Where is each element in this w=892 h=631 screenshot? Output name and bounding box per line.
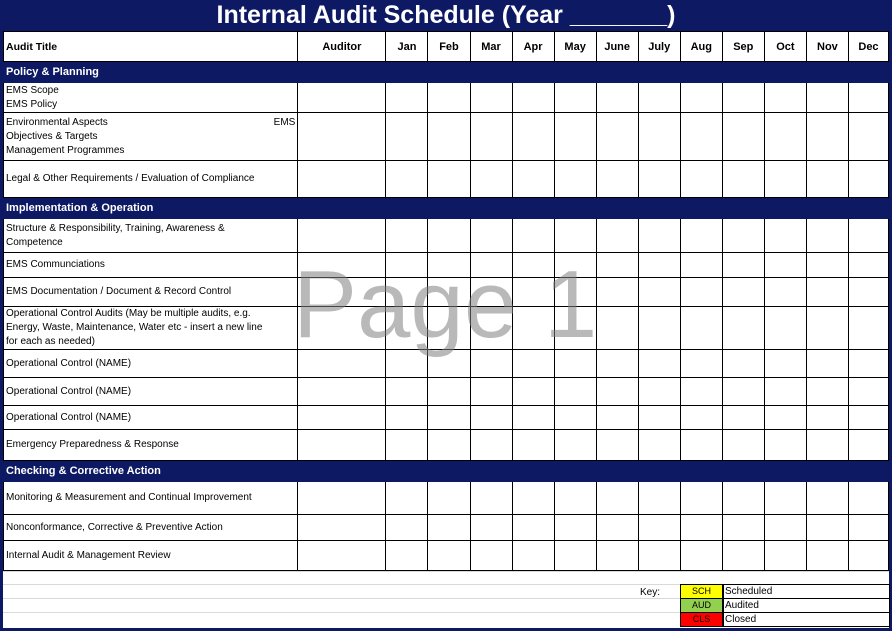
month-cell-mar[interactable] [470,515,512,541]
month-cell-dec[interactable] [848,253,888,278]
header-month-may: May [554,32,596,62]
month-cell-mar[interactable] [470,482,512,515]
table-row [4,430,889,461]
audit-schedule-table [3,31,889,571]
auditor-cell[interactable] [298,350,386,378]
audit-title-cell[interactable] [4,113,298,161]
header-month-apr: Apr [512,32,554,62]
table-row [4,219,889,253]
audit-title-cell[interactable] [4,83,298,113]
audit-title-text [6,491,295,505]
audit-title-line: Operational Control Audits (May be multiple audits, e.g. [6,308,251,319]
month-cell-jan[interactable] [386,253,428,278]
month-cell-nov[interactable] [806,161,848,198]
month-cell-july[interactable] [638,278,680,307]
month-cell-feb[interactable] [428,278,470,307]
month-cell-dec[interactable] [848,307,888,350]
month-cell-aug[interactable] [680,83,722,113]
month-cell-oct[interactable] [764,378,806,406]
table-row [4,482,889,515]
audit-title-cell[interactable] [4,219,298,253]
month-cell-dec[interactable] [848,515,888,541]
month-cell-jan[interactable] [386,430,428,461]
month-cell-june[interactable] [596,278,638,307]
month-cell-jan[interactable] [386,278,428,307]
audit-title-cell[interactable] [4,406,298,430]
month-cell-dec[interactable] [848,278,888,307]
month-cell-july[interactable] [638,161,680,198]
month-cell-oct[interactable] [764,541,806,571]
month-cell-oct[interactable] [764,278,806,307]
audit-title-cell[interactable] [4,161,298,198]
sheet-footer [3,571,889,628]
audit-title-line: Operational Control (NAME) [6,357,132,369]
section-header: Policy & Planning [4,62,889,83]
table-row [4,83,889,113]
month-cell-june[interactable] [596,350,638,378]
month-cell-feb[interactable] [428,515,470,541]
month-cell-may[interactable] [554,541,596,571]
month-cell-sep[interactable] [722,378,764,406]
audit-title-text [6,84,295,112]
month-cell-aug[interactable] [680,307,722,350]
table-row [4,161,889,198]
month-cell-mar[interactable] [470,307,512,350]
audit-title-line: Internal Audit & Management Review [6,549,171,561]
audit-title-line: for each as needed) [6,336,95,347]
audit-title-text [6,411,295,425]
month-cell-mar[interactable] [470,350,512,378]
month-cell-sep[interactable] [722,482,764,515]
month-cell-nov[interactable] [806,113,848,161]
audit-title-text [6,222,295,250]
audit-title-suffix: EMS [273,116,296,128]
month-cell-apr[interactable] [512,515,554,541]
month-cell-jan[interactable] [386,219,428,253]
month-cell-june[interactable] [596,219,638,253]
month-cell-feb[interactable] [428,113,470,161]
table-row [4,307,889,350]
month-cell-sep[interactable] [722,83,764,113]
month-cell-nov[interactable] [806,83,848,113]
month-cell-jan[interactable] [386,113,428,161]
section-header: Checking & Corrective Action [4,461,889,482]
month-cell-mar[interactable] [470,278,512,307]
month-cell-jan[interactable] [386,161,428,198]
month-cell-july[interactable] [638,430,680,461]
audit-title-line: Structure & Responsibility, Training, Awareness & [6,222,225,234]
key-text-audited: Audited [723,598,890,613]
header-month-feb: Feb [428,32,470,62]
audit-title-line: Operational Control (NAME) [6,385,132,397]
header-auditor: Auditor [298,32,386,62]
month-cell-dec[interactable] [848,378,888,406]
audit-title-line: Emergency Preparedness & Response [6,439,179,450]
month-cell-jan[interactable] [386,83,428,113]
table-row [4,378,889,406]
section-row [4,198,889,219]
key-swatch-closed: CLS [680,612,723,627]
month-cell-july[interactable] [638,406,680,430]
audit-title-cell[interactable] [4,350,298,378]
month-cell-jan[interactable] [386,378,428,406]
month-cell-feb[interactable] [428,378,470,406]
month-cell-oct[interactable] [764,515,806,541]
month-cell-feb[interactable] [428,406,470,430]
month-cell-feb[interactable] [428,430,470,461]
month-cell-mar[interactable] [470,430,512,461]
table-row [4,406,889,430]
month-cell-nov[interactable] [806,253,848,278]
month-cell-feb[interactable] [428,253,470,278]
audit-title-line: Environmental Aspects [6,116,108,128]
month-cell-may[interactable] [554,83,596,113]
month-cell-dec[interactable] [848,350,888,378]
month-cell-mar[interactable] [470,541,512,571]
audit-title-text [6,357,295,371]
auditor-cell[interactable] [298,113,386,161]
header-row [4,32,889,62]
table-row [4,515,889,541]
audit-title-line: Legal & Other Requirements / Evaluation of Compliance [6,173,255,184]
month-cell-june[interactable] [596,541,638,571]
header-month-oct: Oct [764,32,806,62]
header-month-jan: Jan [386,32,428,62]
month-cell-apr[interactable] [512,430,554,461]
audit-title-line: EMS Documentation / Document & Record Control [6,286,232,297]
month-cell-june[interactable] [596,378,638,406]
header-month-sep: Sep [722,32,764,62]
month-cell-nov[interactable] [806,219,848,253]
month-cell-july[interactable] [638,515,680,541]
month-cell-feb[interactable] [428,219,470,253]
audit-title-line: EMS Policy [6,98,58,110]
month-cell-oct[interactable] [764,253,806,278]
audit-title-text [6,521,295,535]
audit-title-line: Energy, Waste, Maintenance, Water etc - insert a new line [6,322,263,333]
audit-title-cell[interactable] [4,378,298,406]
table-row [4,253,889,278]
month-cell-nov[interactable] [806,541,848,571]
month-cell-jan[interactable] [386,406,428,430]
month-cell-dec[interactable] [848,113,888,161]
month-cell-mar[interactable] [470,83,512,113]
audit-title-text [6,285,295,299]
month-cell-feb[interactable] [428,161,470,198]
month-cell-may[interactable] [554,307,596,350]
month-cell-june[interactable] [596,515,638,541]
month-cell-oct[interactable] [764,83,806,113]
month-cell-aug[interactable] [680,161,722,198]
audit-title-text [6,116,295,158]
header-month-nov: Nov [806,32,848,62]
month-cell-nov[interactable] [806,378,848,406]
month-cell-july[interactable] [638,219,680,253]
auditor-cell[interactable] [298,219,386,253]
audit-title-text [6,438,295,452]
month-cell-apr[interactable] [512,253,554,278]
month-cell-may[interactable] [554,161,596,198]
month-cell-aug[interactable] [680,278,722,307]
month-cell-may[interactable] [554,219,596,253]
auditor-cell[interactable] [298,406,386,430]
header-month-dec: Dec [848,32,888,62]
audit-title-line: Competence [6,236,63,248]
month-cell-june[interactable] [596,482,638,515]
month-cell-oct[interactable] [764,406,806,430]
month-cell-dec[interactable] [848,161,888,198]
key-item-audited [680,598,889,612]
audit-title-line: EMS Scope [6,84,59,96]
month-cell-july[interactable] [638,541,680,571]
month-cell-oct[interactable] [764,161,806,198]
month-cell-nov[interactable] [806,307,848,350]
key-swatch-scheduled: SCH [680,584,723,599]
month-cell-mar[interactable] [470,113,512,161]
key-item-closed [680,612,889,626]
month-cell-aug[interactable] [680,219,722,253]
month-cell-apr[interactable] [512,219,554,253]
audit-title-line: Operational Control (NAME) [6,411,132,423]
month-cell-june[interactable] [596,83,638,113]
auditor-cell[interactable] [298,482,386,515]
auditor-cell[interactable] [298,541,386,571]
month-cell-aug[interactable] [680,253,722,278]
audit-title-line: Monitoring & Measurement and Continual Improvement [6,492,252,503]
month-cell-mar[interactable] [470,253,512,278]
month-cell-july[interactable] [638,113,680,161]
month-cell-feb[interactable] [428,83,470,113]
month-cell-may[interactable] [554,253,596,278]
audit-title-text [6,385,295,399]
month-cell-may[interactable] [554,350,596,378]
header-month-mar: Mar [470,32,512,62]
month-cell-nov[interactable] [806,406,848,430]
month-cell-apr[interactable] [512,541,554,571]
month-cell-apr[interactable] [512,83,554,113]
month-cell-dec[interactable] [848,83,888,113]
month-cell-jan[interactable] [386,350,428,378]
month-cell-sep[interactable] [722,219,764,253]
page-title: Internal Audit Schedule (Year _______) [3,0,889,31]
table-row [4,113,889,161]
month-cell-nov[interactable] [806,278,848,307]
month-cell-oct[interactable] [764,219,806,253]
month-cell-oct[interactable] [764,482,806,515]
key-item-scheduled [680,584,889,598]
month-cell-june[interactable] [596,113,638,161]
month-cell-june[interactable] [596,253,638,278]
month-cell-aug[interactable] [680,113,722,161]
section-row [4,62,889,83]
month-cell-july[interactable] [638,307,680,350]
audit-title-line: Nonconformance, Corrective & Preventive Action [6,521,223,533]
table-row [4,541,889,571]
month-cell-may[interactable] [554,113,596,161]
month-cell-mar[interactable] [470,161,512,198]
month-cell-apr[interactable] [512,350,554,378]
month-cell-june[interactable] [596,406,638,430]
month-cell-oct[interactable] [764,307,806,350]
month-cell-mar[interactable] [470,219,512,253]
month-cell-dec[interactable] [848,430,888,461]
month-cell-dec[interactable] [848,406,888,430]
month-cell-june[interactable] [596,430,638,461]
month-cell-sep[interactable] [722,350,764,378]
audit-title-cell[interactable] [4,541,298,571]
month-cell-aug[interactable] [680,541,722,571]
month-cell-aug[interactable] [680,482,722,515]
month-cell-apr[interactable] [512,278,554,307]
month-cell-sep[interactable] [722,430,764,461]
month-cell-jan[interactable] [386,515,428,541]
month-cell-oct[interactable] [764,113,806,161]
month-cell-sep[interactable] [722,406,764,430]
auditor-cell[interactable] [298,515,386,541]
month-cell-nov[interactable] [806,482,848,515]
month-cell-mar[interactable] [470,406,512,430]
month-cell-jan[interactable] [386,307,428,350]
month-cell-nov[interactable] [806,350,848,378]
page-watermark: Page 1 [293,251,598,358]
audit-title-line: Objectives & Targets [6,130,98,142]
audit-title-line: EMS Communciations [6,259,105,270]
month-cell-feb[interactable] [428,350,470,378]
audit-title-text [6,172,295,186]
month-cell-apr[interactable] [512,482,554,515]
month-cell-apr[interactable] [512,161,554,198]
month-cell-oct[interactable] [764,350,806,378]
month-cell-aug[interactable] [680,406,722,430]
month-cell-may[interactable] [554,406,596,430]
header-month-june: June [596,32,638,62]
month-cell-may[interactable] [554,278,596,307]
audit-title-cell[interactable] [4,278,298,307]
month-cell-dec[interactable] [848,541,888,571]
audit-title-cell[interactable] [4,482,298,515]
month-cell-apr[interactable] [512,113,554,161]
header-month-aug: Aug [680,32,722,62]
key-label: Key: [640,587,661,598]
month-cell-sep[interactable] [722,278,764,307]
month-cell-sep[interactable] [722,307,764,350]
month-cell-apr[interactable] [512,378,554,406]
audit-title-line: Management Programmes [6,144,125,156]
month-cell-aug[interactable] [680,430,722,461]
month-cell-july[interactable] [638,482,680,515]
auditor-cell[interactable] [298,278,386,307]
month-cell-aug[interactable] [680,515,722,541]
header-month-july: July [638,32,680,62]
month-cell-sep[interactable] [722,515,764,541]
month-cell-apr[interactable] [512,406,554,430]
audit-title-text [6,258,295,272]
key-text-closed: Closed [723,612,890,627]
month-cell-mar[interactable] [470,378,512,406]
month-cell-jan[interactable] [386,482,428,515]
audit-title-cell[interactable] [4,515,298,541]
month-cell-aug[interactable] [680,350,722,378]
month-cell-oct[interactable] [764,430,806,461]
auditor-cell[interactable] [298,83,386,113]
month-cell-june[interactable] [596,307,638,350]
month-cell-dec[interactable] [848,482,888,515]
key-text-scheduled: Scheduled [723,584,890,599]
month-cell-sep[interactable] [722,113,764,161]
audit-title-cell[interactable] [4,253,298,278]
month-cell-july[interactable] [638,253,680,278]
month-cell-nov[interactable] [806,430,848,461]
auditor-cell[interactable] [298,253,386,278]
month-cell-feb[interactable] [428,307,470,350]
auditor-cell[interactable] [298,307,386,350]
month-cell-nov[interactable] [806,515,848,541]
month-cell-sep[interactable] [722,541,764,571]
month-cell-may[interactable] [554,378,596,406]
month-cell-feb[interactable] [428,482,470,515]
month-cell-july[interactable] [638,350,680,378]
month-cell-may[interactable] [554,482,596,515]
month-cell-may[interactable] [554,515,596,541]
auditor-cell[interactable] [298,430,386,461]
audit-title-text [6,549,295,563]
table-row [4,350,889,378]
month-cell-sep[interactable] [722,161,764,198]
key-swatch-audited: AUD [680,598,723,613]
month-cell-july[interactable] [638,83,680,113]
section-header: Implementation & Operation [4,198,889,219]
header-audit-title: Audit Title [4,32,298,62]
month-cell-june[interactable] [596,161,638,198]
auditor-cell[interactable] [298,378,386,406]
month-cell-sep[interactable] [722,253,764,278]
month-cell-may[interactable] [554,430,596,461]
audit-title-cell[interactable] [4,430,298,461]
audit-title-text [6,307,295,349]
table-row [4,278,889,307]
audit-title-cell[interactable] [4,307,298,350]
month-cell-jan[interactable] [386,541,428,571]
month-cell-aug[interactable] [680,378,722,406]
month-cell-feb[interactable] [428,541,470,571]
month-cell-july[interactable] [638,378,680,406]
month-cell-apr[interactable] [512,307,554,350]
section-row [4,461,889,482]
auditor-cell[interactable] [298,161,386,198]
month-cell-dec[interactable] [848,219,888,253]
